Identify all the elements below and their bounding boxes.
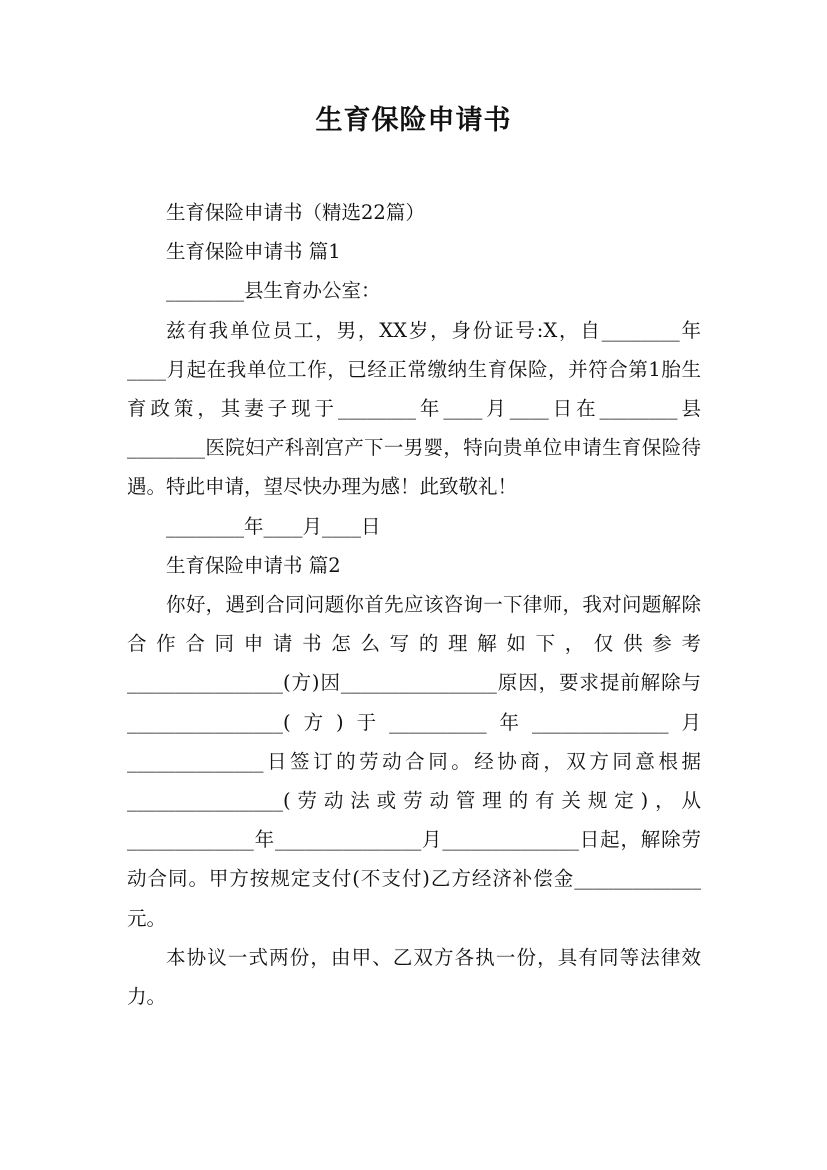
paragraph-subtitle: 生育保险申请书（精选22篇） <box>166 201 425 224</box>
paragraph-date-line: ________年____月____日 <box>166 514 381 538</box>
document-body <box>127 193 701 1016</box>
paragraph-agreement-copies: 本协议一式两份，由甲、乙双方各执一份，具有同等法律效力。 <box>127 945 701 1009</box>
paragraph-application-body: 兹有我单位员工，男，XX岁，身份证号:X，自________年____月起在我单位工作，已经正常缴纳生育保险，并符合第1胎生育政策，其妻子现于________年____月____日在________县________医院妇产科剖宫产下一男婴，特向贵单位申请生育保险待遇。特此申请，望尽快办理为感！此致敬礼！ <box>127 318 701 499</box>
paragraph-section-2-heading: 生育保险申请书 篇2 <box>166 553 341 577</box>
paragraph-addressee: ________县生育办公室： <box>166 279 381 303</box>
paragraph-contract-termination: 你好，遇到合同问题你首先应该咨询一下律师，我对问题解除合作合同申请书怎么写的理解如下，仅供参考________________(方)因________________原因，要求提前解除与________________(方)于__________年______________月______________日签订的劳动合同。经协商，双方同意根据________________(劳动法或劳动管理的有关规定)，从_____________年_______________月______________日起，解除劳动合同。甲方按规定支付(不支付)乙方经济补偿金_____________元。 <box>127 593 701 930</box>
document-title: 生育保险申请书 <box>315 105 512 136</box>
paragraph-section-1-heading: 生育保险申请书 篇1 <box>166 240 341 264</box>
